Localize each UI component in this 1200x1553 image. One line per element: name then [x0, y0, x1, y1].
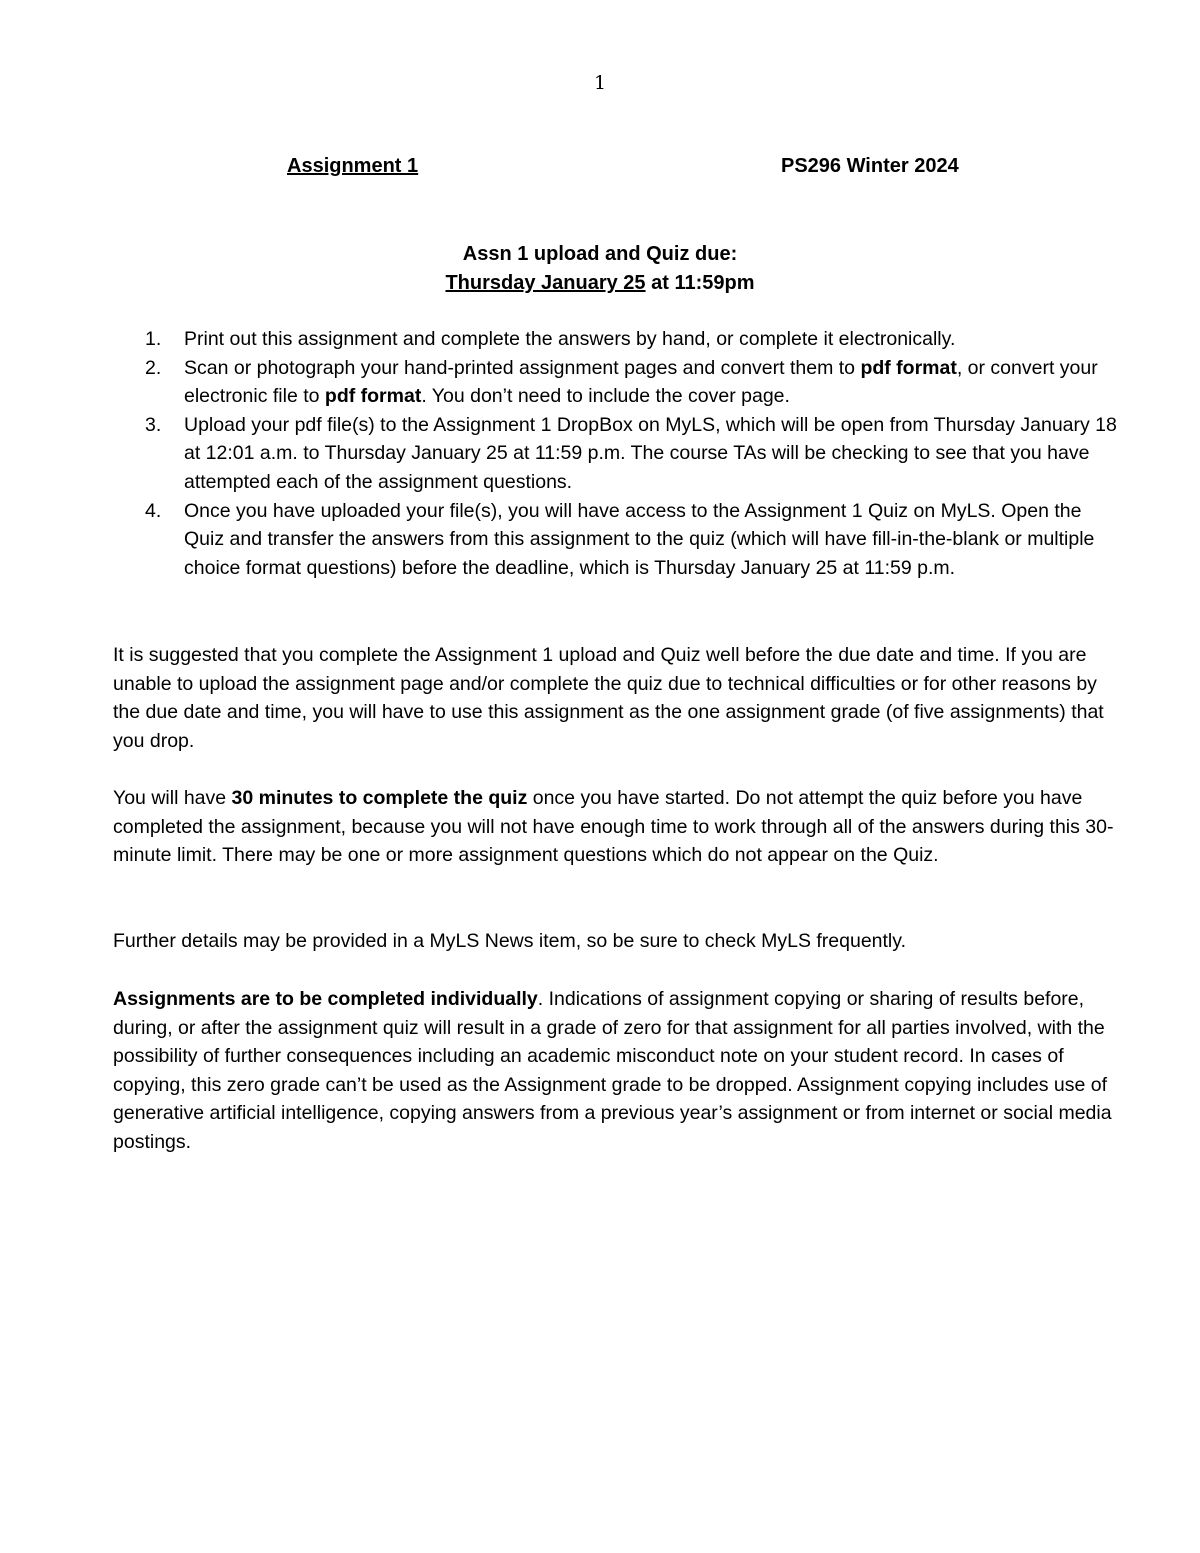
- emphasis-text: pdf format: [860, 356, 957, 379]
- list-text: . You don’t need to include the cover page.: [421, 385, 790, 408]
- list-item: [145, 411, 1125, 497]
- list-text: Print out this assignment and complete the answers by hand, or complete it electronically.: [184, 328, 956, 350]
- list-text: Scan or photograph your hand-printed assignment pages and convert them to: [184, 356, 861, 379]
- emphasis-text: pdf format: [324, 385, 422, 408]
- list-number: 1.: [145, 328, 162, 350]
- list-text: Once you have uploaded your file(s), you will have access to the Assignment 1 Quiz on MyLS. Open the Quiz and transfer the answers from this assignment to the quiz (which will have fill-in-the-blank or multiple choice format questions) before the deadline, which is Thursday January 25 at 11:59 p.m.: [184, 499, 1095, 579]
- instruction-list: [145, 325, 1125, 582]
- list-item: [145, 497, 1125, 583]
- due-date-line: [0, 269, 1200, 298]
- list-text: Upload your pdf file(s) to the Assignment 1 DropBox on MyLS, which will be open from Thursday January 18 at 12:01 a.m. to Thursday January 25 at 11:59 p.m. The course TAs will be checking to see that you have attempted each of the assignment questions.: [184, 413, 1117, 493]
- emphasis-text: 30 minutes to complete the quiz: [231, 787, 528, 809]
- further-details-paragraph: Further details may be provided in a MyLS News item, so be sure to check MyLS frequently.: [113, 930, 906, 952]
- due-time: at 11:59pm: [645, 272, 755, 294]
- time-limit-paragraph: [113, 784, 1123, 870]
- list-number: 4.: [145, 499, 162, 522]
- list-text: , or convert your electronic file to: [184, 356, 1098, 408]
- list-number: 2.: [145, 356, 162, 379]
- due-notice: [0, 240, 1200, 298]
- course-term: PS296 Winter 2024: [781, 155, 959, 177]
- assignment-title: Assignment 1: [287, 155, 419, 177]
- paragraph-text: . Indications of assignment copying or sharing of results before, during, or after the assignment quiz will result in a grade of zero for that assignment for all parties involved, with the possibility of further consequences including an academic misconduct note on your student record. In cases of copying, this zero grade can’t be used as the Assignment grade to be dropped. Assignment copying includes use of generative artificial intelligence, copying answers from a previous year’s assignment or from internet or social media postings.: [113, 988, 1112, 1153]
- emphasis-text: Assignments are to be completed individually: [113, 988, 538, 1010]
- paragraph-text: You will have: [113, 787, 232, 809]
- suggestion-paragraph: It is suggested that you complete the Assignment 1 upload and Quiz well before the due date and time. If you are unable to upload the assignment page and/or complete the quiz due to technical difficulties or for other reasons by the due date and time, you will have to use this assignment as the one assignment grade (of five assignments) that you drop.: [113, 644, 1104, 752]
- page-number: 1: [593, 72, 607, 94]
- list-item: [145, 354, 1125, 411]
- list-number: 3.: [145, 413, 162, 436]
- paragraph-text: once you have started. Do not attempt the quiz before you have completed the assignment, because you will not have enough time to work through all of the answers during this 30-minute limit. There may be one or more assignment questions which do not appear on the Quiz.: [113, 787, 1114, 867]
- academic-integrity-paragraph: [113, 985, 1123, 1157]
- due-heading: Assn 1 upload and Quiz due:: [462, 243, 738, 265]
- due-date: Thursday January 25: [445, 272, 646, 294]
- list-item: [145, 325, 1125, 354]
